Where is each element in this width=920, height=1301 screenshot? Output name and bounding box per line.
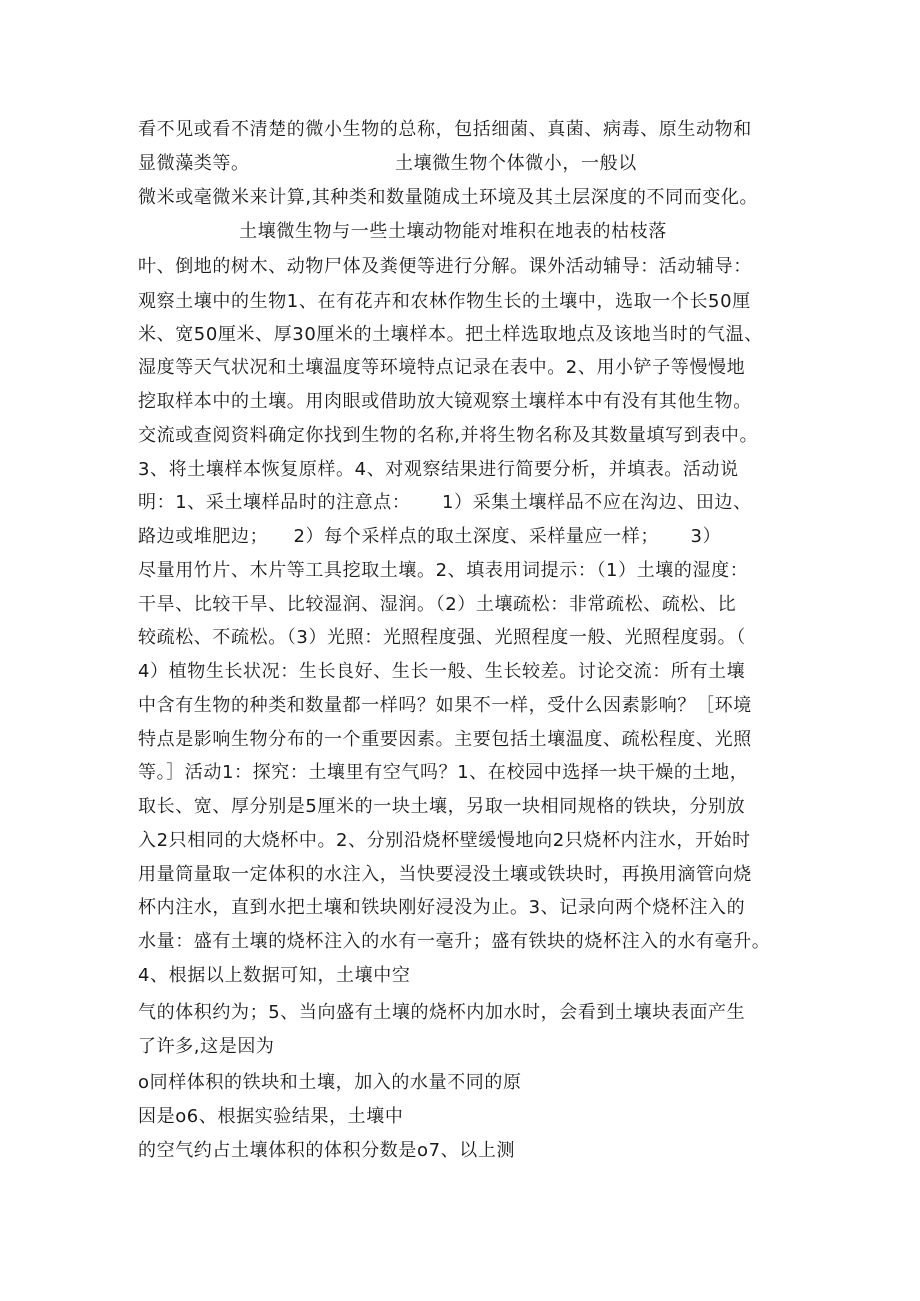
- text-line: 尽量用竹片、木片等工具挖取土壤。2、填表用词提示：（1）土壤的湿度：: [138, 560, 749, 581]
- text-line: 的空气约占土壤体积的体积分数是o7、以上测: [138, 1140, 516, 1161]
- text-line: 显微藻类等。 土壤微生物个体微小，一般以: [138, 153, 637, 174]
- text-line: 等。］活动1：探究：土壤里有空气吗？1、在校园中选择一块干燥的土地，: [138, 762, 749, 783]
- text-line: 因是o6、根据实验结果，土壤中: [138, 1106, 404, 1127]
- text-line: 特点是影响生物分布的一个重要因素。主要包括土壤温度、疏松程度、光照: [138, 729, 752, 750]
- text-line: 看不见或看不清楚的微小生物的总称，包括细菌、真菌、病毒、原生动物和: [138, 119, 752, 140]
- text-line: 较疏松、不疏松。（3）光照：光照程度强、光照程度一般、光照程度弱。（: [138, 627, 746, 648]
- text-line: 微米或毫微米来计算,其种类和数量随成土环境及其土层深度的不同而变化。: [138, 187, 759, 208]
- text-line: 湿度等天气状况和土壤温度等环境特点记录在表中。2、用小铲子等慢慢地: [138, 357, 746, 378]
- text-line: 土壤微生物与一些土壤动物能对堆积在地表的枯枝落: [138, 221, 667, 242]
- text-line: o同样体积的铁块和土壤，加入的水量不同的原: [138, 1072, 522, 1093]
- text-line: 挖取样本中的土壤。用肉眼或借助放大镜观察土壤样本中有没有其他生物。: [138, 391, 752, 412]
- text-line: 路边或堆肥边； 2）每个采样点的取土深度、采样量应一样； 3）: [138, 526, 722, 547]
- text-line: 观察土壤中的生物1、在有花卉和农林作物生长的土壤中，选取一个长50厘: [138, 291, 751, 312]
- text-line: 了许多,这是因为: [138, 1036, 275, 1057]
- text-line: 用量筒量取一定体积的水注入，当快要浸没土壤或铁块时，再换用滴管向烧: [138, 864, 752, 885]
- text-line: 取长、宽、厚分别是5厘米的一块土壤，另取一块相同规格的铁块，分别放: [138, 796, 746, 817]
- text-line: 杯内注水，直到水把土壤和铁块刚好浸没为止。3、记录向两个烧杯注入的: [138, 897, 746, 918]
- text-line: 水量：盛有土壤的烧杯注入的水有一毫升；盛有铁块的烧杯注入的水有毫升。: [138, 931, 771, 952]
- text-line: 干旱、比较干旱、比较湿润、湿润。（2）土壤疏松：非常疏松、疏松、比: [138, 594, 737, 615]
- text-line: 4）植物生长状况：生长良好、生长一般、生长较差。讨论交流：所有土壤: [138, 661, 746, 682]
- text-line: 明：1、采土壤样品时的注意点： 1）采集土壤样品不应在沟边、田边、: [138, 492, 752, 513]
- text-line: 中含有生物的种类和数量都一样吗？如果不一样，受什么因素影响？［环境: [138, 695, 752, 716]
- text-line: 气的体积约为；5、当向盛有土壤的烧杯内加水时，会看到土壤块表面产生: [138, 1002, 746, 1023]
- text-line: 3、将土壤样本恢复原样。4、对观察结果进行简要分析，并填表。活动说: [138, 459, 739, 480]
- text-line: 4、根据以上数据可知，土壤中空: [138, 965, 411, 986]
- text-line: 入2只相同的大烧杯中。2、分别沿烧杯壁缓慢地向2只烧杯内注水，开始时: [138, 830, 751, 851]
- text-line: 交流或查阅资料确定你找到生物的名称,并将生物名称及其数量填写到表中。: [138, 425, 759, 446]
- text-line: 叶、倒地的树木、动物尸体及粪便等进行分解。课外活动辅导：活动辅导：: [138, 256, 752, 277]
- text-line: 米、宽50厘米、厚30厘米的土壤样本。把土样选取地点及该地当时的气温、: [138, 324, 763, 345]
